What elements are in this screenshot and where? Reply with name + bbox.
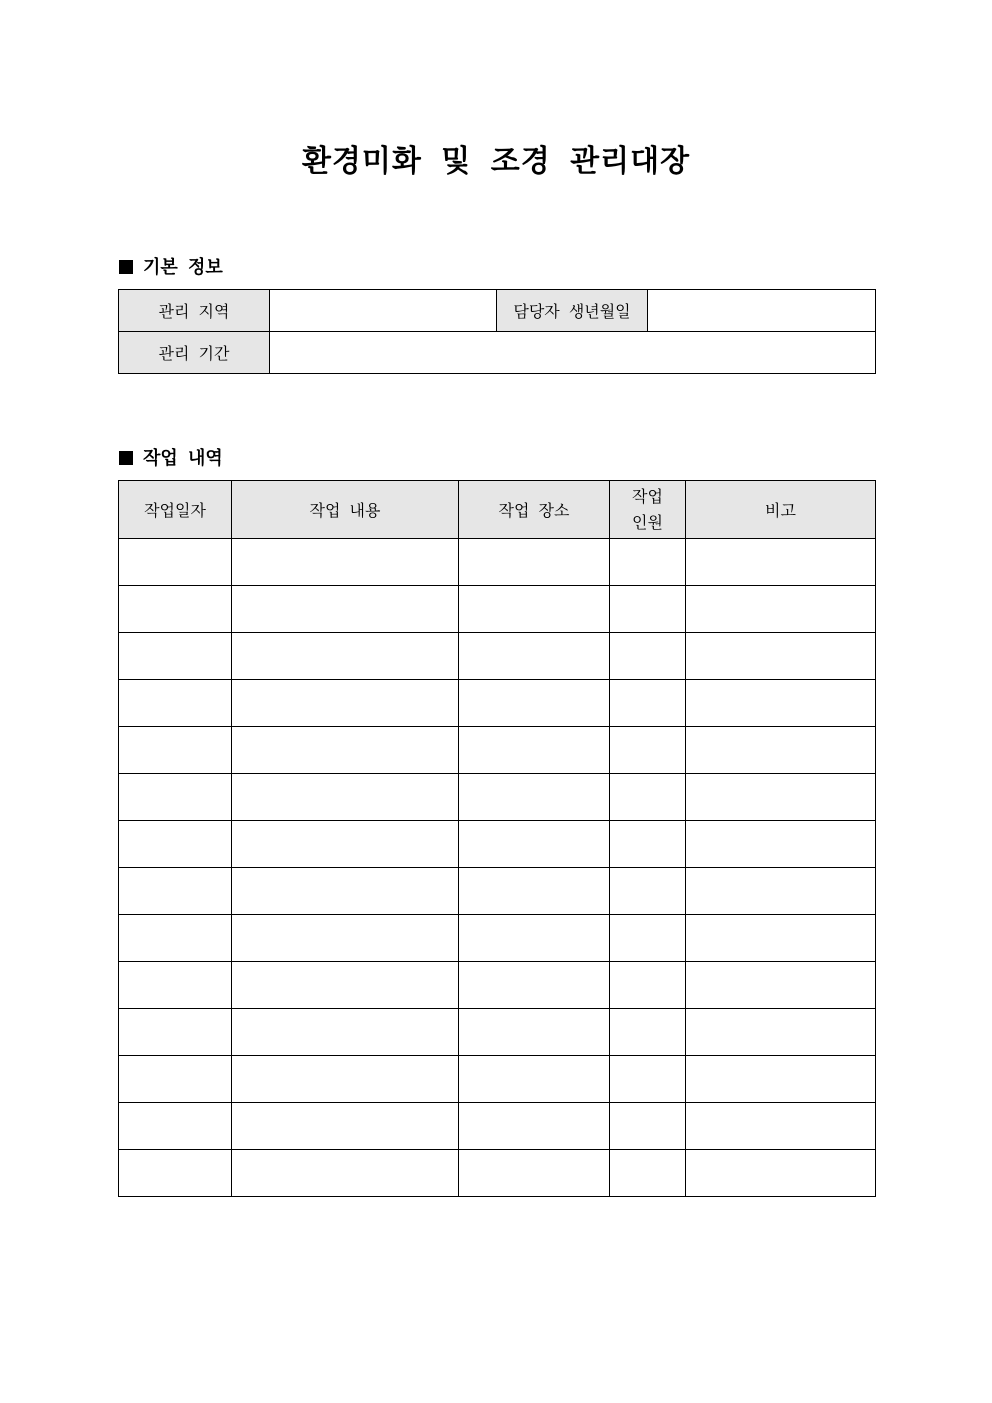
table-row [119, 1150, 876, 1197]
table-row [119, 774, 876, 821]
date-cell[interactable] [119, 774, 232, 821]
workers-cell[interactable] [610, 586, 686, 633]
column-header-location: 작업 장소 [459, 481, 610, 539]
table-row [119, 633, 876, 680]
table-row [119, 1056, 876, 1103]
date-cell[interactable] [119, 1009, 232, 1056]
period-field[interactable] [270, 332, 876, 374]
column-header-date: 작업일자 [119, 481, 232, 539]
table-row [119, 962, 876, 1009]
location-cell[interactable] [459, 774, 610, 821]
workers-cell[interactable] [610, 1056, 686, 1103]
remarks-cell[interactable] [686, 727, 876, 774]
date-cell[interactable] [119, 680, 232, 727]
location-cell[interactable] [459, 1056, 610, 1103]
page-title: 환경미화 및 조경 관리대장 [301, 144, 691, 179]
birth-date-label: 담당자 생년월일 [497, 290, 648, 332]
section-heading-work-history [119, 444, 223, 470]
workers-cell[interactable] [610, 962, 686, 1009]
content-cell[interactable] [232, 727, 459, 774]
table-row [119, 915, 876, 962]
section-heading-basic-info [119, 253, 223, 279]
content-cell[interactable] [232, 586, 459, 633]
workers-cell[interactable] [610, 727, 686, 774]
date-cell[interactable] [119, 868, 232, 915]
location-cell[interactable] [459, 633, 610, 680]
remarks-cell[interactable] [686, 774, 876, 821]
remarks-cell[interactable] [686, 868, 876, 915]
location-cell[interactable] [459, 1103, 610, 1150]
square-bullet-icon [119, 451, 133, 465]
remarks-cell[interactable] [686, 915, 876, 962]
location-cell[interactable] [459, 1009, 610, 1056]
remarks-cell[interactable] [686, 1056, 876, 1103]
table-row [119, 1009, 876, 1056]
workers-cell[interactable] [610, 868, 686, 915]
column-header-content: 작업 내용 [232, 481, 459, 539]
column-header-workers-line2: 인원 [632, 512, 663, 532]
table-row [119, 821, 876, 868]
content-cell[interactable] [232, 962, 459, 1009]
location-cell[interactable] [459, 868, 610, 915]
workers-cell[interactable] [610, 1103, 686, 1150]
content-cell[interactable] [232, 915, 459, 962]
workers-cell[interactable] [610, 1009, 686, 1056]
column-header-remarks: 비고 [686, 481, 876, 539]
basic-info-table [118, 289, 876, 374]
content-cell[interactable] [232, 1103, 459, 1150]
remarks-cell[interactable] [686, 633, 876, 680]
remarks-cell[interactable] [686, 680, 876, 727]
location-cell[interactable] [459, 586, 610, 633]
workers-cell[interactable] [610, 774, 686, 821]
workers-cell[interactable] [610, 633, 686, 680]
column-header-workers-line1: 작업 [632, 486, 663, 506]
date-cell[interactable] [119, 727, 232, 774]
location-cell[interactable] [459, 727, 610, 774]
table-row [119, 680, 876, 727]
table-row [119, 1103, 876, 1150]
date-cell[interactable] [119, 962, 232, 1009]
content-cell[interactable] [232, 539, 459, 586]
workers-cell[interactable] [610, 915, 686, 962]
remarks-cell[interactable] [686, 539, 876, 586]
date-cell[interactable] [119, 539, 232, 586]
content-cell[interactable] [232, 680, 459, 727]
location-cell[interactable] [459, 539, 610, 586]
date-cell[interactable] [119, 821, 232, 868]
remarks-cell[interactable] [686, 586, 876, 633]
location-cell[interactable] [459, 962, 610, 1009]
birth-date-field[interactable] [648, 290, 876, 332]
date-cell[interactable] [119, 1150, 232, 1197]
date-cell[interactable] [119, 586, 232, 633]
date-cell[interactable] [119, 1056, 232, 1103]
table-row [119, 332, 876, 374]
section-heading-label: 기본 정보 [143, 257, 223, 278]
table-row [119, 539, 876, 586]
area-field[interactable] [270, 290, 497, 332]
table-row [119, 868, 876, 915]
workers-cell[interactable] [610, 680, 686, 727]
content-cell[interactable] [232, 1009, 459, 1056]
date-cell[interactable] [119, 915, 232, 962]
remarks-cell[interactable] [686, 821, 876, 868]
remarks-cell[interactable] [686, 1150, 876, 1197]
table-row [119, 727, 876, 774]
content-cell[interactable] [232, 1150, 459, 1197]
location-cell[interactable] [459, 1150, 610, 1197]
workers-cell[interactable] [610, 1150, 686, 1197]
date-cell[interactable] [119, 1103, 232, 1150]
workers-cell[interactable] [610, 539, 686, 586]
square-bullet-icon [119, 260, 133, 274]
table-header-row [119, 481, 876, 539]
area-label: 관리 지역 [119, 290, 270, 332]
content-cell[interactable] [232, 1056, 459, 1103]
remarks-cell[interactable] [686, 1103, 876, 1150]
content-cell[interactable] [232, 774, 459, 821]
section-heading-label: 작업 내역 [143, 448, 223, 469]
work-history-table [118, 480, 876, 1197]
content-cell[interactable] [232, 821, 459, 868]
date-cell[interactable] [119, 633, 232, 680]
column-header-workers [610, 481, 686, 539]
table-row [119, 290, 876, 332]
table-row [119, 586, 876, 633]
content-cell[interactable] [232, 633, 459, 680]
location-cell[interactable] [459, 680, 610, 727]
location-cell[interactable] [459, 821, 610, 868]
workers-cell[interactable] [610, 821, 686, 868]
remarks-cell[interactable] [686, 1009, 876, 1056]
location-cell[interactable] [459, 915, 610, 962]
remarks-cell[interactable] [686, 962, 876, 1009]
content-cell[interactable] [232, 868, 459, 915]
period-label: 관리 기간 [119, 332, 270, 374]
